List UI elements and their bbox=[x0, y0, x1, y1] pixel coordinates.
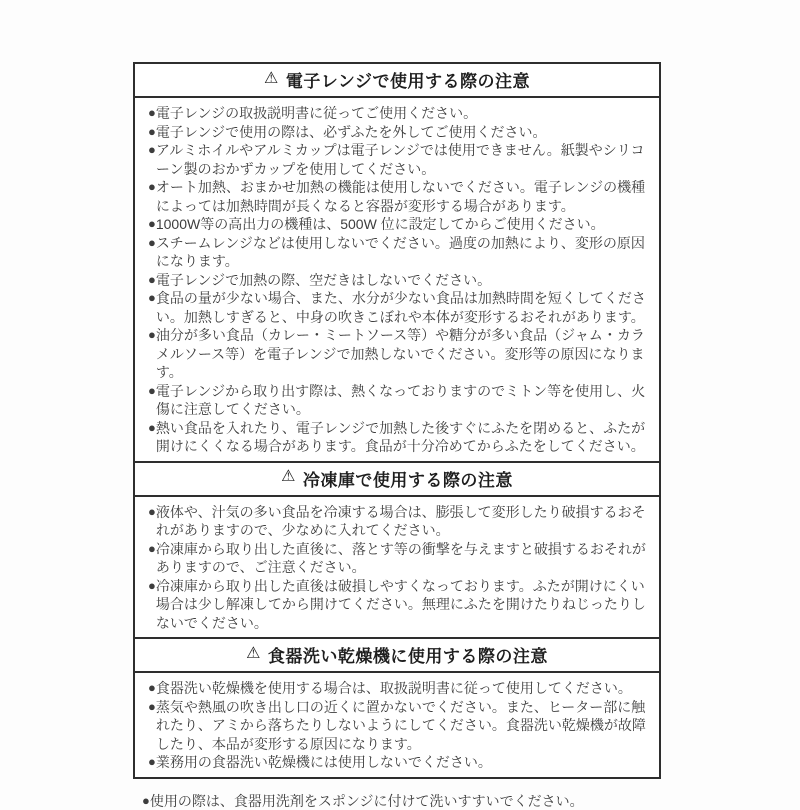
list-item bbox=[148, 540, 653, 577]
bullet-marker: ● bbox=[148, 104, 156, 123]
bullet-marker: ● bbox=[142, 792, 150, 810]
section-header-dishwasher bbox=[135, 637, 659, 673]
list-item-text: 電子レンジで加熱の際、空だきはしないでください。 bbox=[156, 271, 653, 290]
section-body-microwave bbox=[135, 98, 659, 461]
footer-note bbox=[133, 792, 661, 810]
list-item-text: 食品の量が少ない場合、また、水分が少ない食品は加熱時間を短くしてください。加熱しすぎると、中身の吹きこぼれや本体が変形するおそれがあります。 bbox=[156, 289, 653, 326]
list-item-text: 蒸気や熱風の吹き出し口の近くに置かないでください。また、ヒーター部に触れたり、アミから落ちたりしないようにしてください。食器洗い乾燥機が故障したり、本品が変形する原因になります。 bbox=[156, 698, 653, 754]
warning-icon: ⚠ bbox=[264, 71, 279, 87]
bullet-marker: ● bbox=[148, 234, 156, 271]
list-item-text: 1000W等の高出力の機種は、500W 位に設定してからご使用ください。 bbox=[156, 215, 653, 234]
section-title: 食器洗い乾燥機に使用する際の注意 bbox=[268, 642, 548, 667]
list-item-text: 油分が多い食品（カレー・ミートソース等）や糖分が多い食品（ジャム・カラメルソース等）を電子レンジで加熱しないでください。変形等の原因になります。 bbox=[156, 326, 653, 382]
section-dishwasher bbox=[135, 637, 659, 777]
warning-icon: ⚠ bbox=[246, 646, 261, 662]
bullet-marker: ● bbox=[148, 577, 156, 633]
list-item-text: 液体や、汁気の多い食品を冷凍する場合は、膨張して変形したり破損するおそれがありますので、少なめに入れてください。 bbox=[156, 503, 653, 540]
list-item-text: 冷凍庫から取り出した直後は破損しやすくなっております。ふたが開けにくい場合は少し解凍してから開けてください。無理にふたを開けたりねじったりしないでください。 bbox=[156, 577, 653, 633]
bullet-marker: ● bbox=[148, 326, 156, 382]
bullet-marker: ● bbox=[148, 679, 156, 698]
bullet-marker: ● bbox=[148, 215, 156, 234]
list-item bbox=[148, 289, 653, 326]
list-item-text: 電子レンジから取り出す際は、熱くなっておりますのでミトン等を使用し、火傷に注意してください。 bbox=[156, 382, 653, 419]
notice-box bbox=[133, 62, 661, 779]
list-item bbox=[148, 234, 653, 271]
list-item-text: オート加熱、おまかせ加熱の機能は使用しないでください。電子レンジの機種によっては加熱時間が長くなると容器が変形する場合があります。 bbox=[156, 178, 653, 215]
list-item bbox=[148, 271, 653, 290]
list-item bbox=[148, 503, 653, 540]
bullet-marker: ● bbox=[148, 271, 156, 290]
list-item-text: 冷凍庫から取り出した直後に、落とす等の衝撃を与えますと破損するおそれがありますので、ご注意ください。 bbox=[156, 540, 653, 577]
list-item-text: 業務用の食器洗い乾燥機には使用しないでください。 bbox=[156, 753, 653, 772]
warning-icon: ⚠ bbox=[281, 469, 296, 485]
list-item-text: アルミホイルやアルミカップは電子レンジでは使用できません。紙製やシリコーン製のおかずカップを使用してください。 bbox=[156, 141, 653, 178]
footer-note-text: 使用の際は、食器用洗剤をスポンジに付けて洗いすすいでください。 bbox=[150, 792, 584, 810]
section-body-freezer bbox=[135, 497, 659, 638]
list-item bbox=[148, 178, 653, 215]
list-item bbox=[148, 382, 653, 419]
list-item-text: スチームレンジなどは使用しないでください。過度の加熱により、変形の原因になります。 bbox=[156, 234, 653, 271]
bullet-marker: ● bbox=[148, 698, 156, 754]
list-item bbox=[148, 123, 653, 142]
list-item-text: 電子レンジの取扱説明書に従ってご使用ください。 bbox=[156, 104, 653, 123]
list-item bbox=[148, 753, 653, 772]
section-header-freezer bbox=[135, 461, 659, 497]
list-item bbox=[148, 104, 653, 123]
list-item-text: 食器洗い乾燥機を使用する場合は、取扱説明書に従って使用してください。 bbox=[156, 679, 653, 698]
list-item bbox=[148, 698, 653, 754]
bullet-marker: ● bbox=[148, 540, 156, 577]
instruction-sheet bbox=[133, 62, 661, 810]
section-title: 電子レンジで使用する際の注意 bbox=[286, 67, 530, 92]
bullet-marker: ● bbox=[148, 753, 156, 772]
bullet-marker: ● bbox=[148, 503, 156, 540]
section-title: 冷凍庫で使用する際の注意 bbox=[303, 466, 513, 491]
list-item-text: 電子レンジで使用の際は、必ずふたを外してご使用ください。 bbox=[156, 123, 653, 142]
list-item bbox=[148, 419, 653, 456]
bullet-marker: ● bbox=[148, 178, 156, 215]
list-item bbox=[148, 141, 653, 178]
list-item bbox=[148, 679, 653, 698]
section-body-dishwasher bbox=[135, 673, 659, 777]
bullet-marker: ● bbox=[148, 141, 156, 178]
list-item bbox=[148, 326, 653, 382]
bullet-marker: ● bbox=[148, 289, 156, 326]
list-item bbox=[148, 215, 653, 234]
list-item bbox=[148, 577, 653, 633]
bullet-marker: ● bbox=[148, 123, 156, 142]
section-header-microwave bbox=[135, 64, 659, 98]
section-freezer bbox=[135, 461, 659, 638]
list-item-text: 熱い食品を入れたり、電子レンジで加熱した後すぐにふたを閉めると、ふたが開けにくくなる場合があります。食品が十分冷めてからふたをしてください。 bbox=[156, 419, 653, 456]
section-microwave bbox=[135, 64, 659, 461]
bullet-marker: ● bbox=[148, 419, 156, 456]
bullet-marker: ● bbox=[148, 382, 156, 419]
